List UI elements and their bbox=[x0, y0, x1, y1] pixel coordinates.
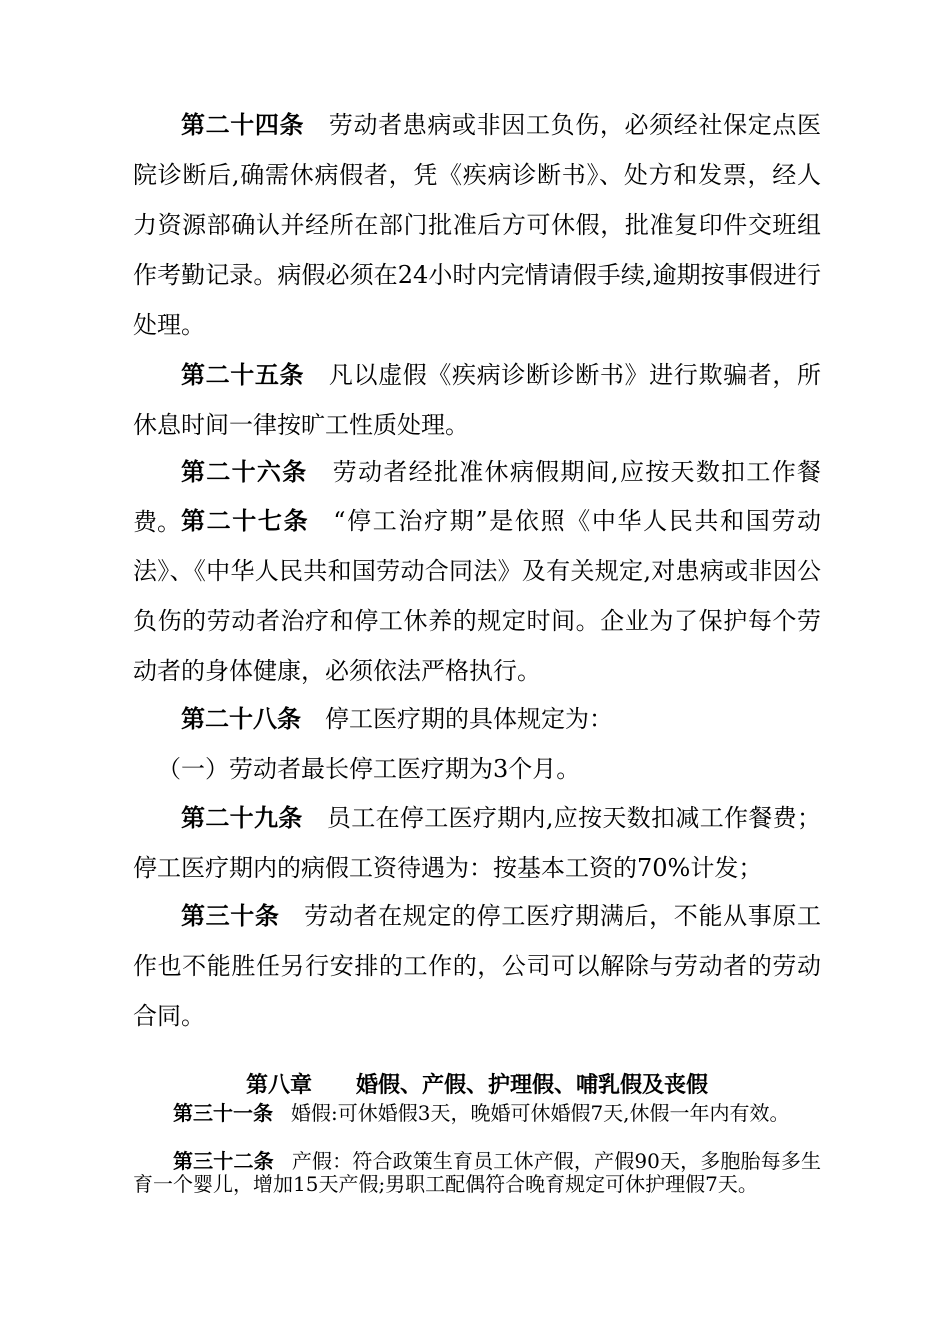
article-32 bbox=[133, 1150, 821, 1196]
article-text: （一）劳动者最长停工医疗期为3个月。 bbox=[157, 755, 581, 783]
article-label: 第二十八条 bbox=[181, 704, 301, 733]
article-label: 第二十五条 bbox=[181, 360, 305, 389]
article-text: 劳动者患病或非因工负伤，必须经社保定点医院诊断后,确需休病假者，凭《疾病诊断书》、处方和发票，经人力资源部确认并经所在部门批准后方可休假，批准复印件交班组作考勤记录。病假必须在24小时内完情请假手续,逾期按事假进行处理。 bbox=[133, 111, 822, 339]
article-27 bbox=[133, 496, 821, 696]
article-30 bbox=[133, 891, 821, 1041]
chapter-title: 第八章 婚假、产假、护理假、哺乳假及丧假 bbox=[245, 1072, 708, 1098]
article-24 bbox=[133, 100, 821, 350]
article-label: 第三十条 bbox=[181, 901, 280, 930]
article-text: 员工在停工医疗期内,应按天数扣减工作餐费；停工医疗期内的病假工资待遇为：按基本工资的70%计发； bbox=[133, 804, 821, 882]
article-label: 第二十九条 bbox=[181, 803, 303, 832]
article-text: 婚假:可休婚假3天，晚婚可休婚假7天,休假一年内有效。 bbox=[291, 1101, 790, 1125]
article-text: 劳动者经批准休病假期间,应按天数扣工作餐费。 bbox=[133, 458, 821, 536]
article-text: 产假：符合政策生育员工休产假，产假90天，多胞胎每多生育一个婴儿，增加15天产假;男职工配偶符合晚育规定可休护理假7天。 bbox=[133, 1149, 821, 1196]
article-label: 第三十一条 bbox=[173, 1101, 273, 1125]
article-28-item-1 bbox=[133, 744, 821, 794]
article-label: 第二十六条 bbox=[181, 457, 308, 486]
article-label: 第二十七条 bbox=[181, 506, 310, 535]
article-text: “停工治疗期”是依照《中华人民共和国劳动法》、《中华人民共和国劳动合同法》及有关规定,对患病或非因公负伤的劳动者治疗和停工休养的规定时间。企业为了保护每个劳动者的身体健康，必须依法严格执行。 bbox=[133, 507, 822, 685]
article-text: 停工医疗期的具体规定为： bbox=[325, 705, 613, 733]
article-label: 第二十四条 bbox=[181, 110, 305, 139]
article-text: 劳动者在规定的停工医疗期满后，不能从事原工作也不能胜任另行安排的工作的，公司可以解除与劳动者的劳动合同。 bbox=[133, 902, 822, 1030]
article-31 bbox=[133, 1102, 821, 1125]
article-28 bbox=[133, 694, 821, 744]
article-29 bbox=[133, 793, 821, 893]
article-25 bbox=[133, 350, 821, 450]
article-label: 第三十二条 bbox=[173, 1149, 274, 1173]
article-text: 凡以虚假《疾病诊断诊断书》进行欺骗者，所休息时间一律按旷工性质处理。 bbox=[133, 361, 822, 439]
